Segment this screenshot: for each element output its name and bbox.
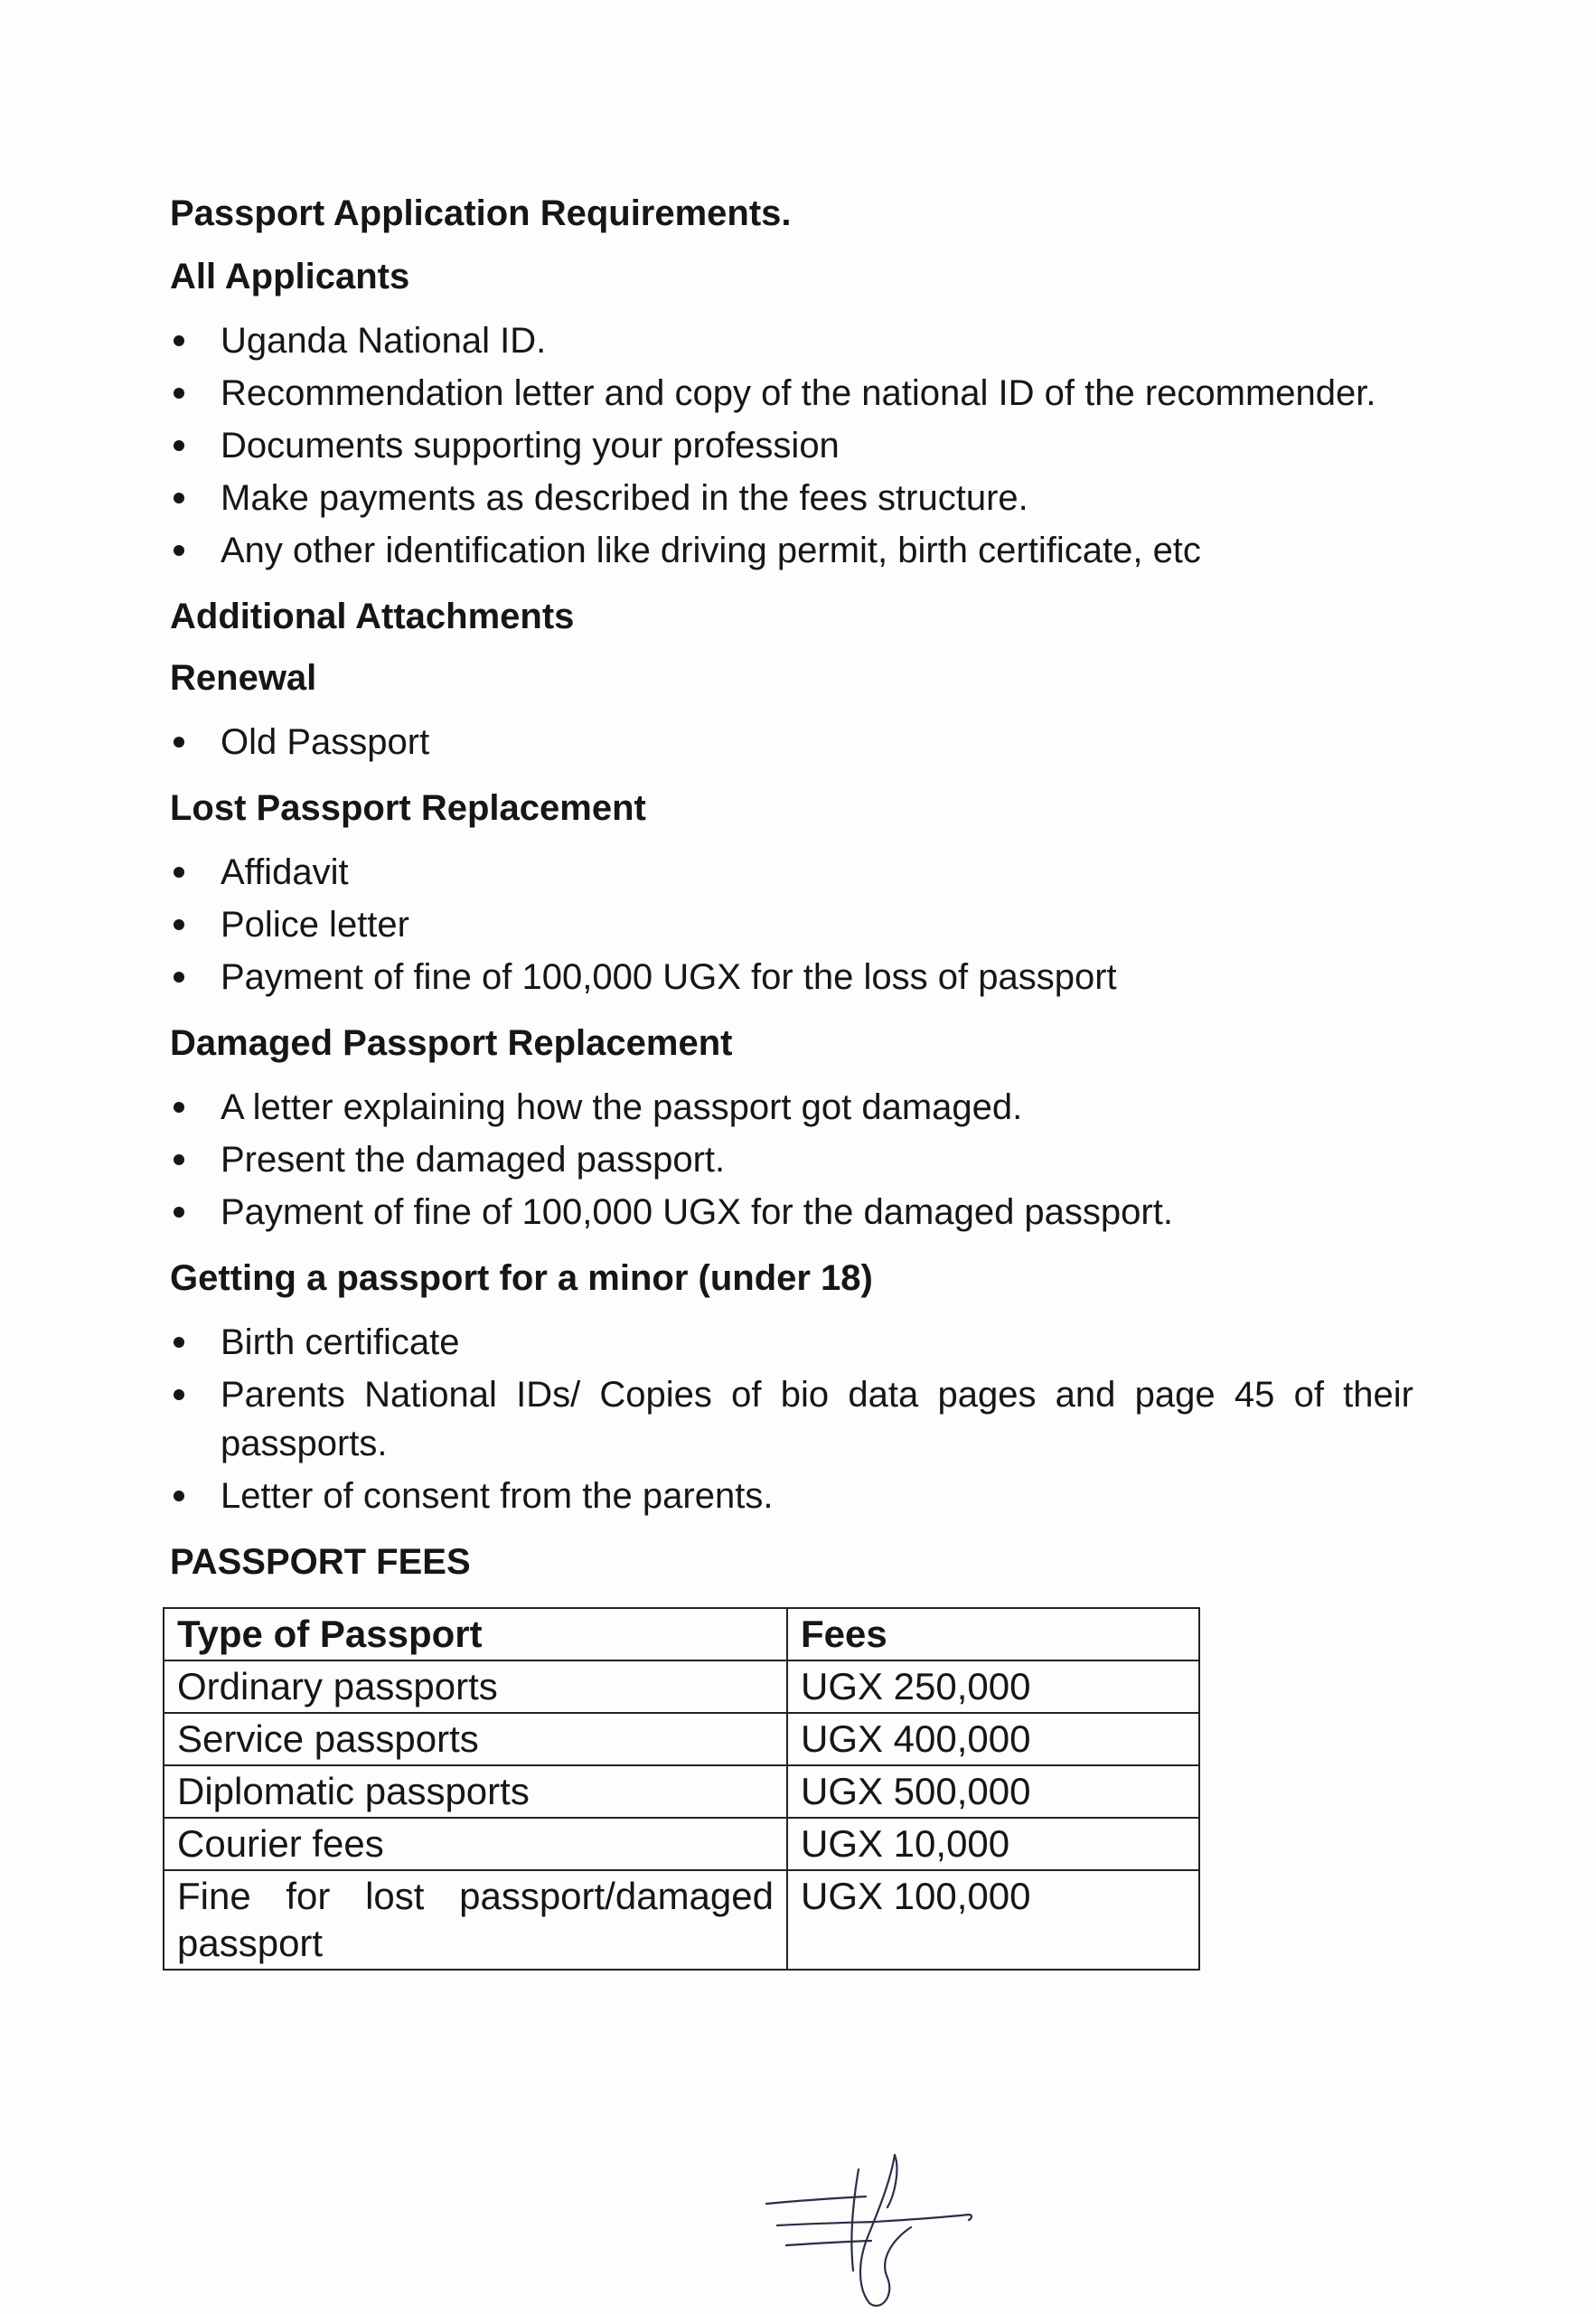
list-item: Letter of consent from the parents.: [170, 1472, 1435, 1520]
list-item: Documents supporting your profession: [170, 421, 1435, 470]
list-item: Make payments as described in the fees structure.: [170, 474, 1435, 522]
table-cell-fee: UGX 400,000: [787, 1713, 1199, 1765]
list-item: Old Passport: [170, 718, 1435, 767]
table-cell-type: Diplomatic passports: [164, 1765, 787, 1818]
section-heading-renewal: Renewal: [170, 658, 317, 698]
list-item: A letter explaining how the passport got damaged.: [170, 1083, 1435, 1132]
section-heading-lost-passport: Lost Passport Replacement: [170, 788, 646, 828]
document-content: [170, 192, 1435, 1971]
minor-list: [170, 1318, 1435, 1520]
table-cell-type: Ordinary passports: [164, 1660, 787, 1713]
column-header-fees: Fees: [787, 1608, 1199, 1660]
list-item: Police letter: [170, 900, 1435, 949]
table-cell-fee: UGX 500,000: [787, 1765, 1199, 1818]
column-header-type: Type of Passport: [164, 1608, 787, 1660]
table-header-row: [164, 1608, 1199, 1660]
damaged-passport-list: [170, 1083, 1435, 1237]
table-cell-fee: UGX 10,000: [787, 1818, 1199, 1870]
table-row: [164, 1765, 1199, 1818]
document-title: Passport Application Requirements.: [170, 193, 792, 233]
handwritten-signature: [759, 2151, 976, 2314]
list-item: Present the damaged passport.: [170, 1135, 1435, 1184]
section-heading-additional-attachments: Additional Attachments: [170, 597, 575, 636]
list-item: Uganda National ID.: [170, 316, 1435, 365]
list-item: Affidavit: [170, 848, 1435, 897]
table-row: [164, 1870, 1199, 1970]
section-heading-all-applicants: All Applicants: [170, 257, 410, 296]
table-cell-fee: UGX 100,000: [787, 1870, 1199, 1970]
table-row: [164, 1818, 1199, 1870]
renewal-list: [170, 718, 1435, 767]
section-heading-damaged-passport: Damaged Passport Replacement: [170, 1023, 733, 1063]
passport-fees-table: [163, 1607, 1200, 1971]
table-cell-fee: UGX 250,000: [787, 1660, 1199, 1713]
list-item: Any other identification like driving permit, birth certificate, etc: [170, 526, 1435, 575]
table-row: [164, 1713, 1199, 1765]
section-heading-passport-fees: PASSPORT FEES: [170, 1542, 471, 1582]
table-cell-type: Fine for lost passport/damaged passport: [164, 1870, 787, 1970]
list-item: Recommendation letter and copy of the national ID of the recommender.: [170, 369, 1413, 418]
lost-passport-list: [170, 848, 1435, 1002]
list-item: Payment of fine of 100,000 UGX for the loss of passport: [170, 953, 1435, 1002]
table-cell-type: Courier fees: [164, 1818, 787, 1870]
all-applicants-list: [170, 316, 1435, 575]
section-heading-minor: Getting a passport for a minor (under 18): [170, 1258, 873, 1298]
list-item: Birth certificate: [170, 1318, 1435, 1367]
list-item: Payment of fine of 100,000 UGX for the damaged passport.: [170, 1188, 1435, 1237]
table-cell-type: Service passports: [164, 1713, 787, 1765]
list-item: Parents National IDs/ Copies of bio data pages and page 45 of their passports.: [170, 1370, 1413, 1468]
table-row: [164, 1660, 1199, 1713]
